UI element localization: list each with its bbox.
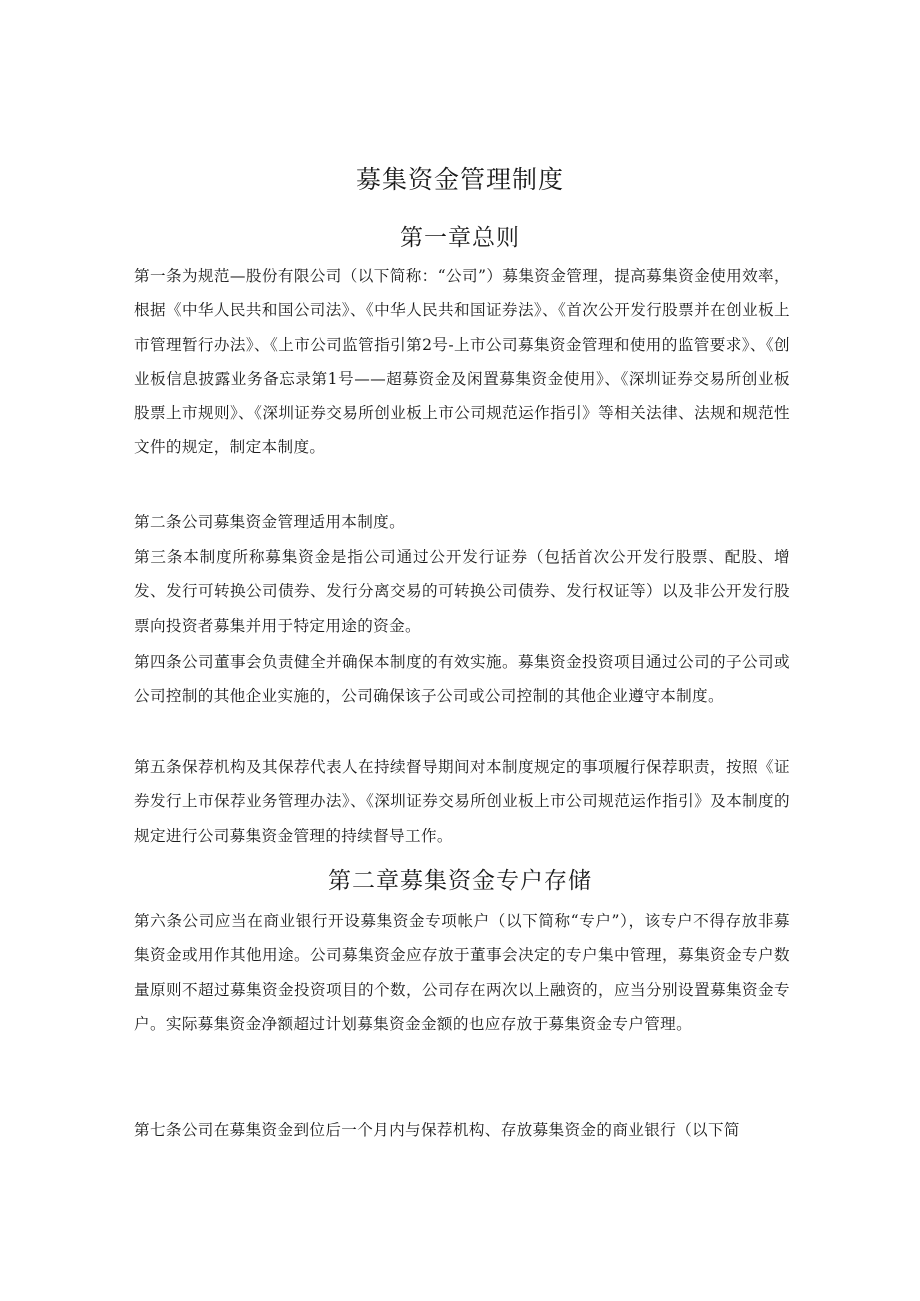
article-2-paragraph: 第二条公司募集资金管理适用本制度。 — [134, 513, 406, 531]
document-title: 募集资金管理制度 — [355, 165, 564, 194]
article-1-paragraph: 第一条为规范—股份有限公司（以下简称：“公司”）募集资金管理，提高募集资金使用效率，根据《中华人民共和国公司法》、《中华人民共和国证券法》、《首次公开发行股票并在创业板上市管理暂行办法》、《上市公司监管指引第2号-上市公司募集资金管理和使用的监管要求》、《创业板信息披露业务备忘录第1号——超募资金及闲置募集资金使用》、《深圳证券交易所创业板股票上市规则》、《深圳证券交易所创业板上市公司规范运作指引》等相关法律、法规和规范性文件的规定，制定本制度。 — [134, 267, 790, 457]
article-6-paragraph: 第六条公司应当在商业银行开设募集资金专项帐户（以下简称“专户”），该专户不得存放非募集资金或用作其他用途。公司募集资金应存放于董事会决定的专户集中管理，募集资金专户数量原则不超过募集资金投资项目的个数，公司存在两次以上融资的，应当分别设置募集资金专户。实际募集资金净额超过计划募集资金金额的也应存放于募集资金专户管理。 — [134, 912, 790, 1033]
chapter-2-heading: 第二章募集资金专户存储 — [328, 868, 592, 894]
article-5-paragraph: 第五条保荐机构及其保荐代表人在持续督导期间对本制度规定的事项履行保荐职责，按照《证券发行上市保荐业务管理办法》、《深圳证券交易所创业板上市公司规范运作指引》及本制度的规定进行公司募集资金管理的持续督导工作。 — [134, 758, 790, 845]
article-7-paragraph: 第七条公司在募集资金到位后一个月内与保荐机构、存放募集资金的商业银行（以下简 — [134, 1121, 740, 1139]
article-4-paragraph: 第四条公司董事会负责健全并确保本制度的有效实施。募集资金投资项目通过公司的子公司或公司控制的其他企业实施的，公司确保该子公司或公司控制的其他企业遵守本制度。 — [134, 653, 790, 706]
article-3-paragraph: 第三条本制度所称募集资金是指公司通过公开发行证券（包括首次公开发行股票、配股、增发、发行可转换公司债券、发行分离交易的可转换公司债券、发行权证等）以及非公开发行股票向投资者募集并用于特定用途的资金。 — [134, 548, 790, 635]
chapter-1-heading: 第一章总则 — [400, 225, 520, 251]
